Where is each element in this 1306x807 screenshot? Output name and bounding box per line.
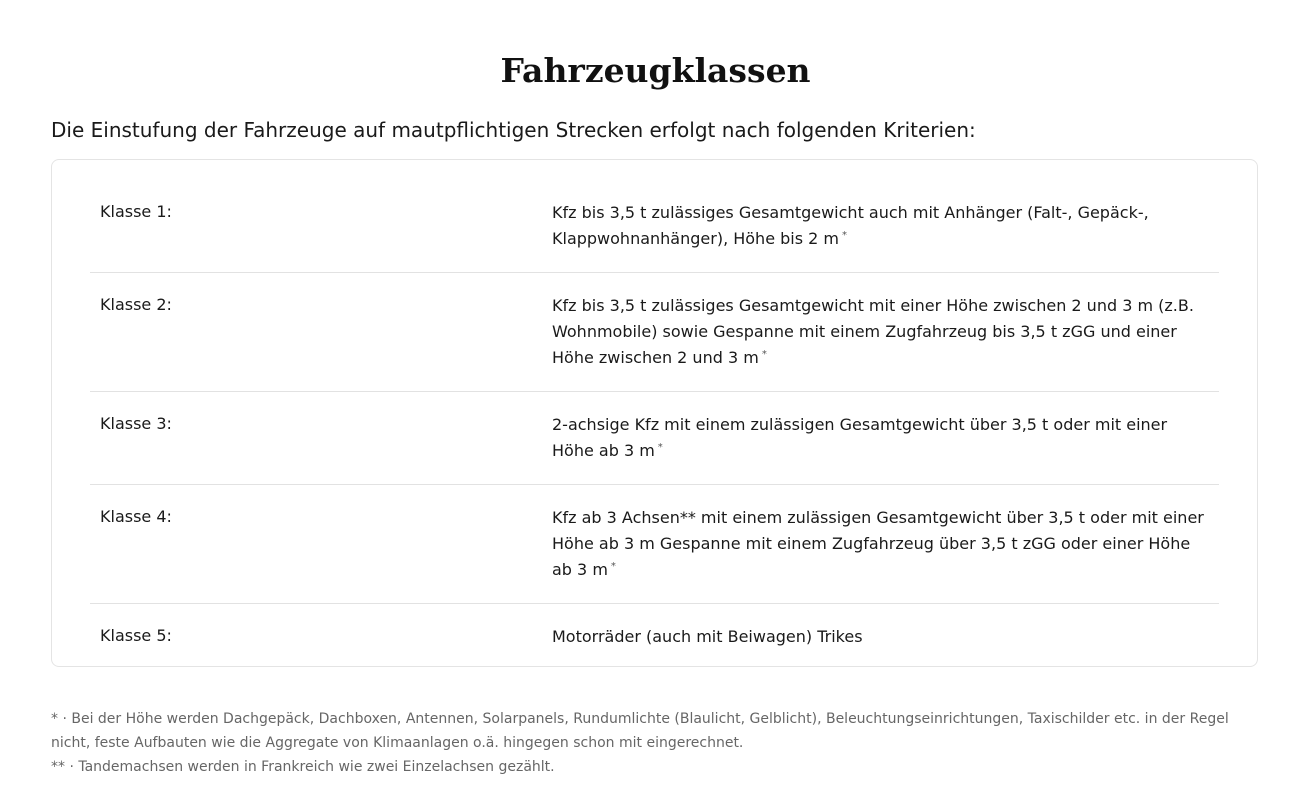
footnote-marker: * xyxy=(610,560,616,572)
footnote-marker: * xyxy=(842,229,847,241)
footnote-double-star: ** · Tandemachsen werden in Frankreich wie zwei Einzelachsen gezählt. xyxy=(51,759,555,775)
class-row-1 xyxy=(90,180,1219,273)
class-label: Klasse 4: xyxy=(100,507,172,526)
class-label: Klasse 2: xyxy=(100,295,172,314)
class-label: Klasse 3: xyxy=(100,414,172,433)
class-description xyxy=(552,624,1219,650)
class-row-3 xyxy=(90,392,1219,485)
class-description-text: Kfz bis 3,5 t zulässiges Gesamtgewicht auch mit Anhänger (Falt-, Gepäck-, Klappwohnanhänger), Höhe bis 2 m xyxy=(552,203,1149,248)
class-description xyxy=(552,293,1219,371)
class-description xyxy=(552,200,1219,252)
class-label: Klasse 5: xyxy=(100,626,172,645)
class-description-text: Motorräder (auch mit Beiwagen) Trikes xyxy=(552,627,863,646)
class-row-4 xyxy=(90,485,1219,604)
footnote-marker: * xyxy=(657,441,663,453)
page-title: Fahrzeugklassen xyxy=(500,51,811,90)
class-description-text: Kfz bis 3,5 t zulässiges Gesamtgewicht mit einer Höhe zwischen 2 und 3 m (z.B. Wohnmobile) sowie Gespanne mit einem Zugfahrzeug bis 3,5 t zGG und einer Höhe zwischen 2 und 3 m xyxy=(552,296,1194,367)
class-label: Klasse 1: xyxy=(100,202,172,221)
class-row-5 xyxy=(90,604,1219,670)
class-description-text: Kfz ab 3 Achsen** mit einem zulässigen Gesamtgewicht über 3,5 t oder mit einer Höhe ab 3 m Gespanne mit einem Zugfahrzeug über 3,5 t zGG oder einer Höhe ab 3 m xyxy=(552,508,1204,579)
vehicle-classes-card xyxy=(51,159,1258,667)
class-row-2 xyxy=(90,273,1219,392)
class-description xyxy=(552,505,1219,583)
class-description-text: 2-achsige Kfz mit einem zulässigen Gesamtgewicht über 3,5 t oder mit einer Höhe ab 3 m xyxy=(552,415,1168,460)
footnote-single-star: * · Bei der Höhe werden Dachgepäck, Dachboxen, Antennen, Solarpanels, Rundumlichte (Blaulicht, Gelblicht), Beleuchtungseinrichtungen, Taxischilder etc. in der Regel nicht, feste Aufbauten wie die Aggregate von Klimaanlagen o.ä. hingegen schon mit eingerechnet. xyxy=(51,711,1229,751)
footnote-marker: * xyxy=(761,348,767,360)
footnotes xyxy=(51,707,1260,779)
intro-text: Die Einstufung der Fahrzeuge auf mautpflichtigen Strecken erfolgt nach folgenden Kriterien: xyxy=(51,118,976,142)
class-description xyxy=(552,412,1219,464)
